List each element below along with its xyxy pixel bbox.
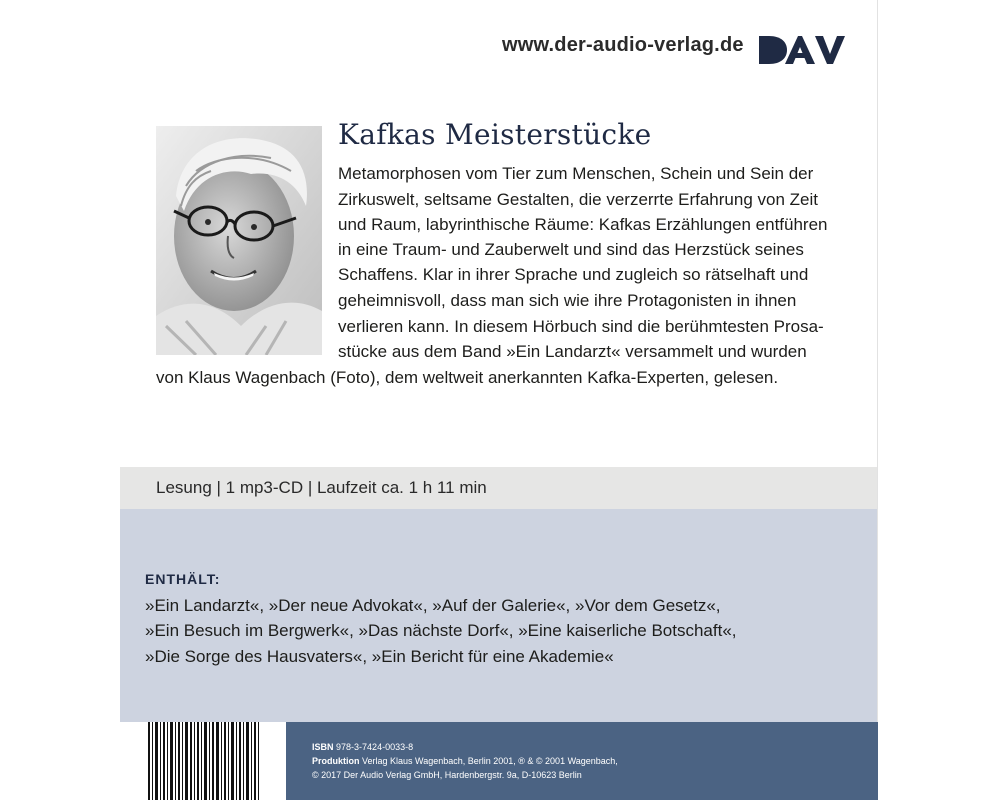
produktion-value: Verlag Klaus Wagenbach, Berlin 2001, ® & © 2001 Wagenbach, bbox=[362, 756, 618, 766]
barcode bbox=[146, 722, 262, 800]
author-portrait-photo bbox=[156, 126, 322, 355]
copyright-line: © 2017 Der Audio Verlag GmbH, Hardenbergstr. 9a, D-10623 Berlin bbox=[312, 770, 582, 780]
description-line: Schaffens. Klar in ihrer Sprache und zugleich so rätselhaft und bbox=[338, 265, 809, 284]
description-line: geheimnisvoll, dass man sich wie ihre Protagonisten in ihnen bbox=[338, 291, 797, 310]
description-line: Metamorphosen vom Tier zum Menschen, Schein und Sein der bbox=[338, 164, 814, 183]
description-line: Zirkuswelt, seltsame Gestalten, die verzerrte Erfahrung von Zeit bbox=[338, 190, 818, 209]
contents-line: »Ein Besuch im Bergwerk«, »Das nächste Dorf«, »Eine kaiserliche Botschaft«, bbox=[145, 621, 737, 640]
description-line: stücke aus dem Band »Ein Landarzt« versammelt und wurden bbox=[338, 342, 807, 361]
isbn-line bbox=[312, 742, 413, 752]
dav-logo bbox=[757, 34, 845, 66]
contents-panel bbox=[120, 509, 877, 722]
isbn-value: 978-3-7424-0033-8 bbox=[336, 742, 414, 752]
description-line: und Raum, labyrinthische Räume: Kafkas Erzählungen entführen bbox=[338, 215, 828, 234]
isbn-label: ISBN bbox=[312, 742, 334, 752]
description-line: verlieren kann. In diesem Hörbuch sind die berühmtesten Prosa- bbox=[338, 317, 824, 336]
contents-heading: ENTHÄLT: bbox=[145, 571, 221, 587]
produktion-line bbox=[312, 756, 618, 766]
format-info: Lesung | 1 mp3-CD | Laufzeit ca. 1 h 11 min bbox=[156, 478, 487, 497]
page-edge bbox=[877, 0, 878, 800]
contents-line: »Ein Landarzt«, »Der neue Advokat«, »Auf der Galerie«, »Vor dem Gesetz«, bbox=[145, 596, 721, 615]
contents-line: »Die Sorge des Hausvaters«, »Ein Bericht für eine Akademie« bbox=[145, 647, 614, 666]
credits-panel bbox=[286, 722, 878, 800]
description-line: von Klaus Wagenbach (Foto), dem weltweit anerkannten Kafka-Experten, gelesen. bbox=[156, 368, 779, 387]
produktion-label: Produktion bbox=[312, 756, 360, 766]
website-url[interactable]: www.der-audio-verlag.de bbox=[502, 34, 744, 56]
description-line: in eine Traum- und Zauberwelt und sind das Herzstück seines bbox=[338, 240, 804, 259]
format-info-band bbox=[120, 467, 877, 509]
book-title: Kafkas Meisterstücke bbox=[338, 118, 652, 151]
